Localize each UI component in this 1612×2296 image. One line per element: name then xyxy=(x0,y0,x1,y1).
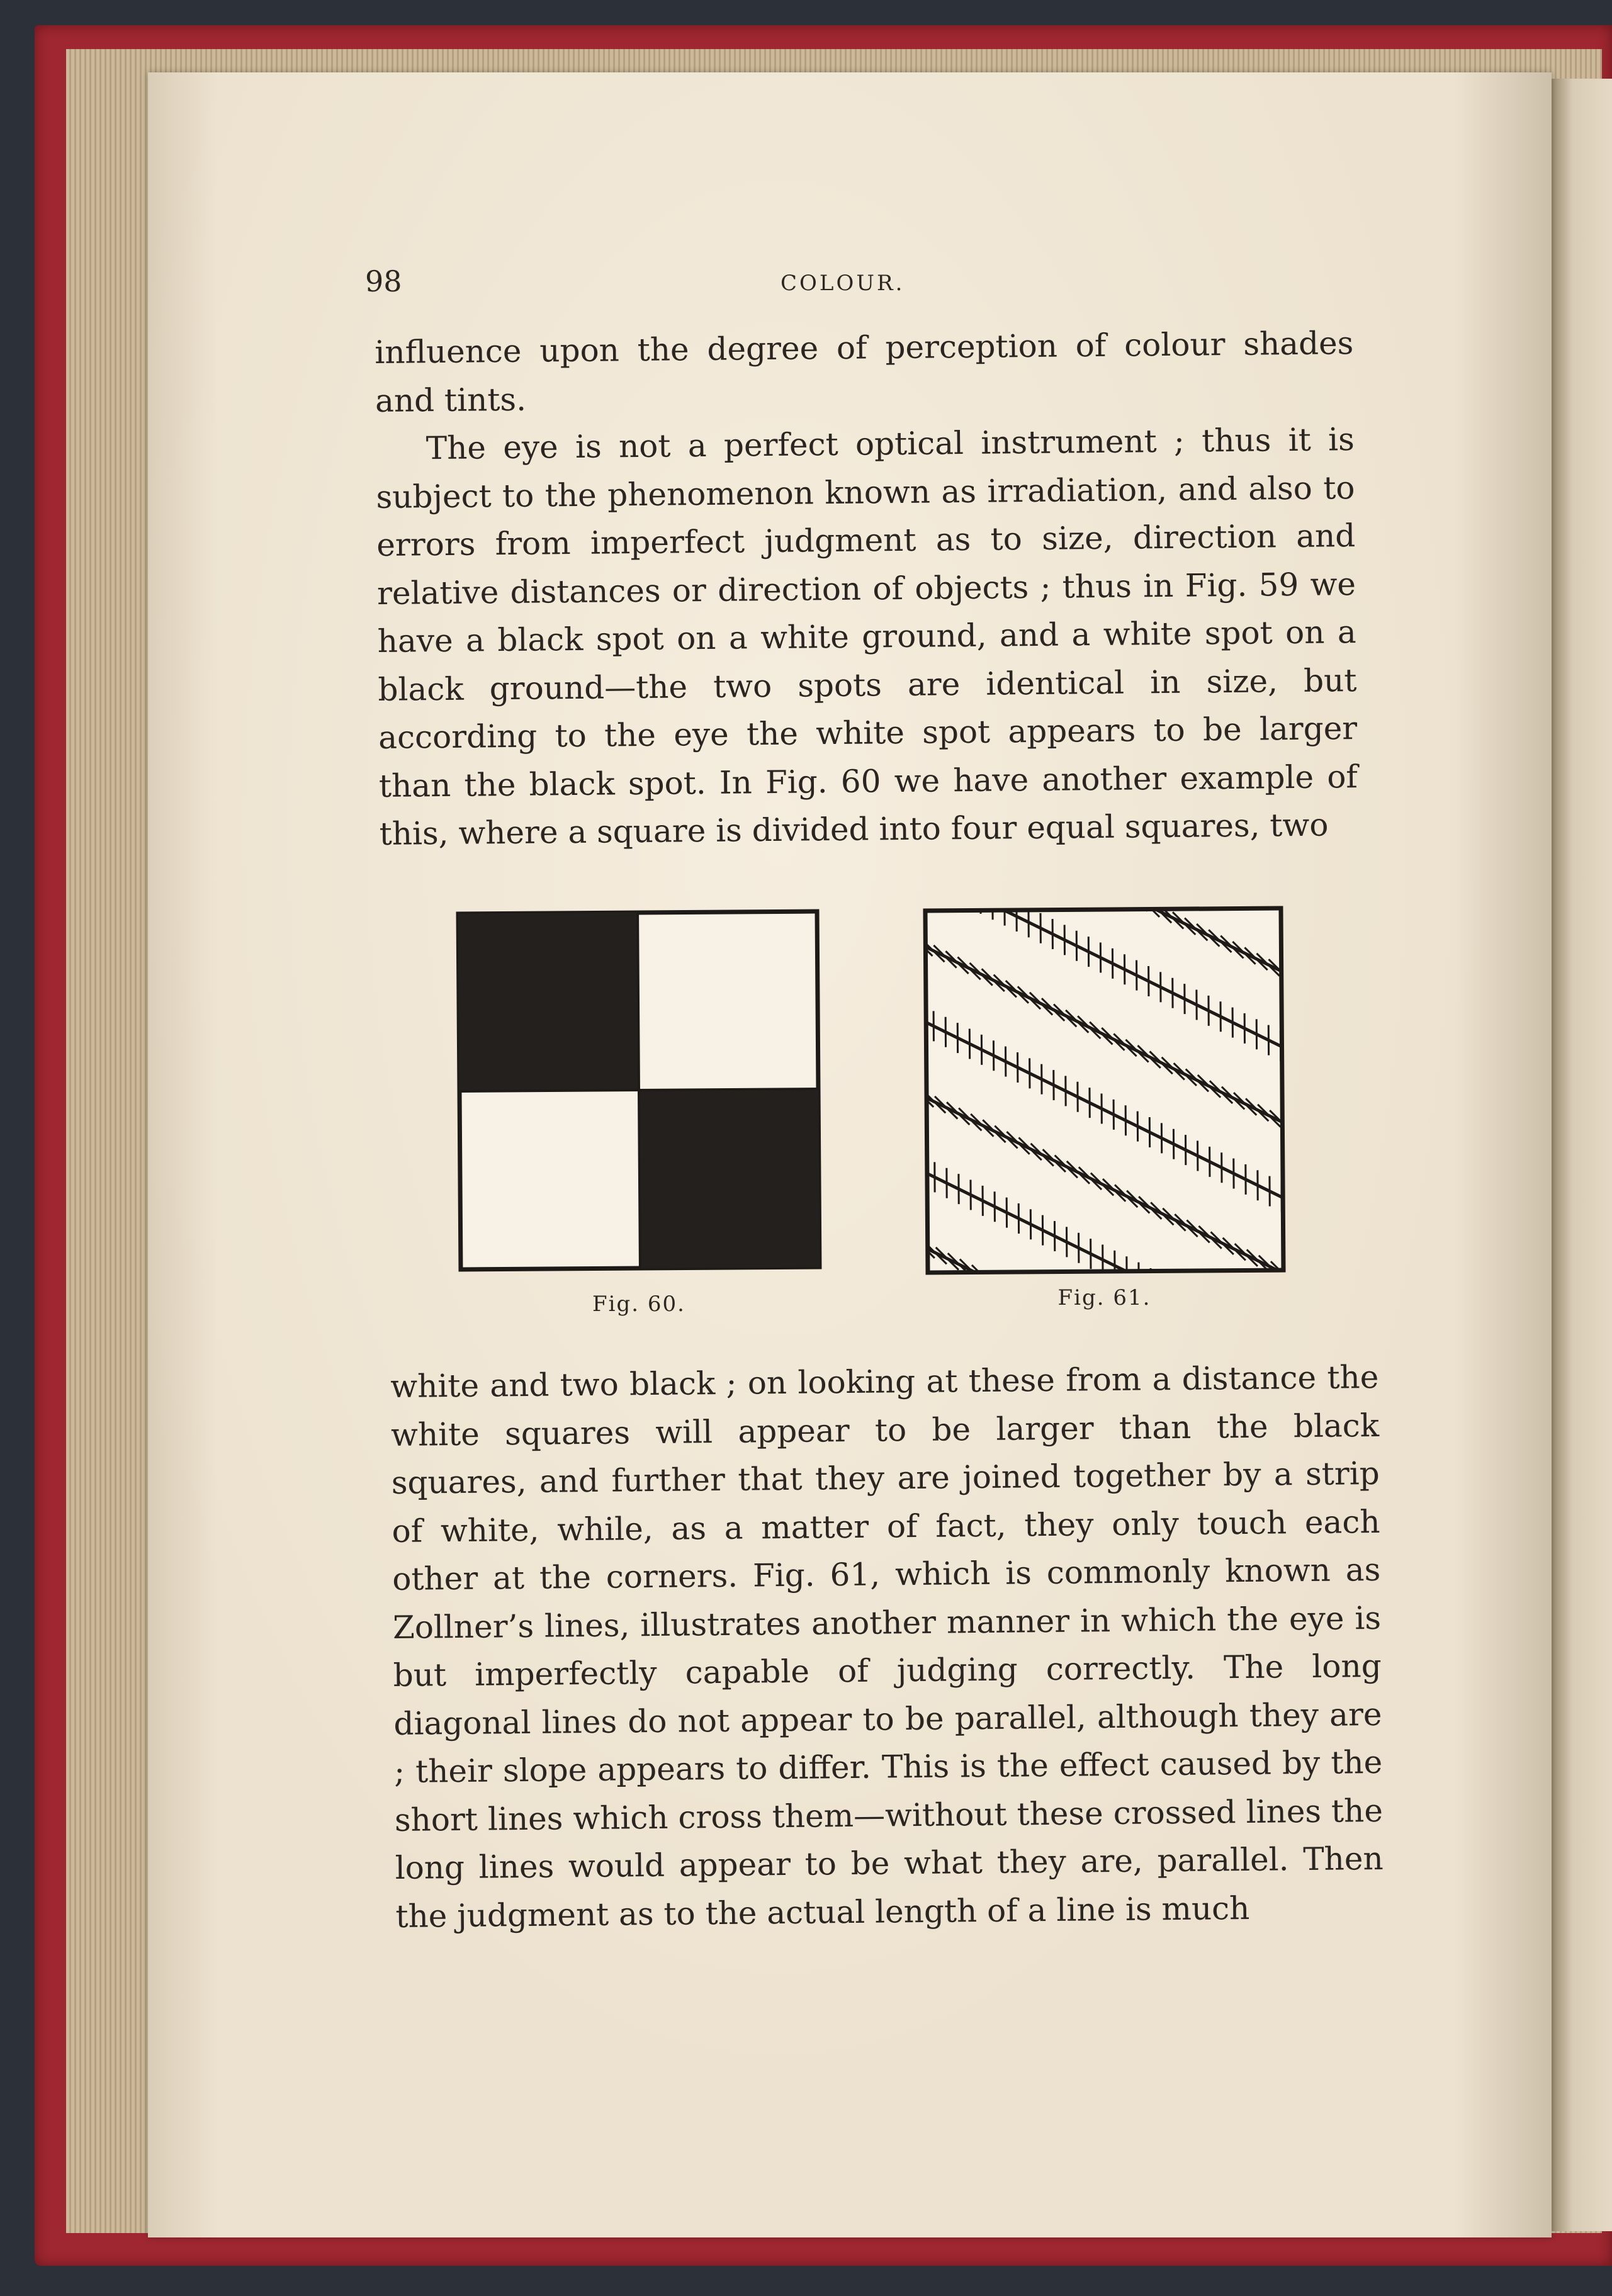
paragraph: The eye is not a perfect optical instrument ; thus it is subject to the phenomenon known as irradiation, and also to errors from imperfect judgment as to size, direction and relative distances or direction of objects ; thus in Fig. 59 we have a black spot on a white ground, and a white spot on a black ground—the two spots are identical in size, but according to the eye the white spot appears to be larger than the black spot. In Fig. 60 we have another example of this, where a square is divided into four equal squares, two xyxy=(376,421,1358,852)
paragraph: influence upon the degree of perception of colour shades and tints. xyxy=(375,325,1354,419)
facing-page-edge xyxy=(1552,79,1612,2231)
paragraph: white and two black ; on looking at these from a distance the white squares will appear to be larger than the black squares, and further that they are joined together by a strip of white, while, as a matter of fact, they only touch each other at the corners. Fig. 61, which is commonly known as Zollner’s lines, illustrates another manner in which the eye is but imperfectly capable of judging correctly. The long diagonal lines do not appear to be parallel, although they are ; their slope appears to differ. This is the effect caused by the short lines which cross them—without these crossed lines the long lines would appear to be what they are, parallel. Then the judgment as to the actual length of a line is much xyxy=(390,1358,1384,1935)
body-text-bottom xyxy=(390,1353,1384,1940)
zollner-frame xyxy=(925,908,1283,1273)
running-head: COLOUR. xyxy=(781,271,905,296)
figure-61-caption: Fig. 61. xyxy=(1057,1285,1151,1310)
page-header xyxy=(365,264,1360,308)
page-number: 98 xyxy=(365,264,402,298)
body-text-top xyxy=(375,319,1358,858)
figure-61-zollner-lines xyxy=(923,906,1285,1275)
figure-60-checkerboard xyxy=(456,909,821,1271)
black-square-bottom-right xyxy=(639,1089,820,1268)
black-square-top-left xyxy=(458,913,639,1091)
figure-60-caption: Fig. 60. xyxy=(592,1292,685,1317)
